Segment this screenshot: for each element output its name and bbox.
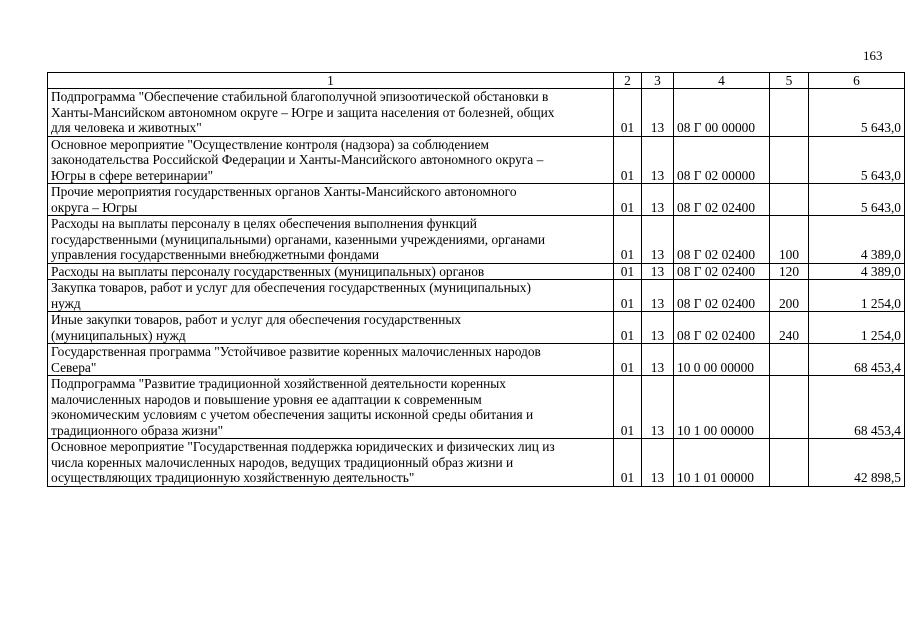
row-subsection-cell: 13 xyxy=(642,344,674,376)
header-cell-3: 3 xyxy=(642,73,674,89)
row-amount-cell: 68 453,4 xyxy=(809,376,905,439)
row-subsection-cell: 13 xyxy=(642,136,674,184)
header-cell-1: 1 xyxy=(48,73,614,89)
row-section-cell: 01 xyxy=(614,439,642,487)
row-subsection-cell: 13 xyxy=(642,216,674,264)
row-subsection-cell: 13 xyxy=(642,263,674,280)
row-target-article-cell: 08 Г 00 00000 xyxy=(674,89,770,137)
row-subsection-cell: 13 xyxy=(642,184,674,216)
row-subsection-cell: 13 xyxy=(642,280,674,312)
row-section-cell: 01 xyxy=(614,312,642,344)
row-expense-type-cell: 240 xyxy=(770,312,809,344)
row-amount-cell: 1 254,0 xyxy=(809,312,905,344)
row-expense-type-cell xyxy=(770,184,809,216)
row-amount-cell: 4 389,0 xyxy=(809,216,905,264)
row-target-article-cell: 08 Г 02 02400 xyxy=(674,184,770,216)
row-section-cell: 01 xyxy=(614,344,642,376)
row-name-cell: Закупка товаров, работ и услуг для обеспечения государственных (муниципальных) нужд xyxy=(48,280,614,312)
row-amount-cell: 5 643,0 xyxy=(809,184,905,216)
row-subsection-cell: 13 xyxy=(642,376,674,439)
header-cell-4: 4 xyxy=(674,73,770,89)
row-amount-cell: 5 643,0 xyxy=(809,89,905,137)
row-name-cell: Иные закупки товаров, работ и услуг для обеспечения государственных (муниципальных) нужд xyxy=(48,312,614,344)
row-subsection-cell: 13 xyxy=(642,89,674,137)
row-amount-cell: 5 643,0 xyxy=(809,136,905,184)
table-row xyxy=(48,344,905,376)
row-name-cell: Расходы на выплаты персоналу государственных (муниципальных) органов xyxy=(48,263,614,280)
row-expense-type-cell: 200 xyxy=(770,280,809,312)
row-amount-cell: 42 898,5 xyxy=(809,439,905,487)
row-expense-type-cell: 120 xyxy=(770,263,809,280)
row-expense-type-cell xyxy=(770,376,809,439)
row-target-article-cell: 10 1 01 00000 xyxy=(674,439,770,487)
row-target-article-cell: 10 1 00 00000 xyxy=(674,376,770,439)
page-number: 163 xyxy=(863,48,883,63)
row-target-article-cell: 08 Г 02 02400 xyxy=(674,263,770,280)
row-amount-cell: 68 453,4 xyxy=(809,344,905,376)
table-row xyxy=(48,216,905,264)
budget-table xyxy=(47,72,905,487)
table-row xyxy=(48,89,905,137)
table-row xyxy=(48,312,905,344)
header-cell-2: 2 xyxy=(614,73,642,89)
row-section-cell: 01 xyxy=(614,184,642,216)
table-header-row xyxy=(48,73,905,89)
header-cell-5: 5 xyxy=(770,73,809,89)
row-section-cell: 01 xyxy=(614,216,642,264)
row-name-cell: Основное мероприятие "Государственная поддержка юридических и физических лиц из числа коренных малочисленных народов, ведущих традиционный образ жизни и осуществляющих традиционную хозяйственную деятельность" xyxy=(48,439,614,487)
row-section-cell: 01 xyxy=(614,280,642,312)
row-section-cell: 01 xyxy=(614,263,642,280)
row-section-cell: 01 xyxy=(614,136,642,184)
row-expense-type-cell: 100 xyxy=(770,216,809,264)
row-expense-type-cell xyxy=(770,439,809,487)
row-expense-type-cell xyxy=(770,344,809,376)
table-row xyxy=(48,263,905,280)
table-row xyxy=(48,184,905,216)
table-row xyxy=(48,376,905,439)
row-target-article-cell: 08 Г 02 00000 xyxy=(674,136,770,184)
row-name-cell: Государственная программа "Устойчивое развитие коренных малочисленных народов Севера" xyxy=(48,344,614,376)
row-name-cell: Подпрограмма "Обеспечение стабильной благополучной эпизоотической обстановки в Ханты-Мансийском автономном округе – Югре и защита населения от болезней, общих для человека и животных" xyxy=(48,89,614,137)
row-expense-type-cell xyxy=(770,89,809,137)
row-subsection-cell: 13 xyxy=(642,439,674,487)
row-expense-type-cell xyxy=(770,136,809,184)
table-row xyxy=(48,439,905,487)
row-target-article-cell: 08 Г 02 02400 xyxy=(674,280,770,312)
table-row xyxy=(48,280,905,312)
header-cell-6: 6 xyxy=(809,73,905,89)
table-row xyxy=(48,136,905,184)
row-section-cell: 01 xyxy=(614,89,642,137)
row-name-cell: Основное мероприятие "Осуществление контроля (надзора) за соблюдением законодательства Российской Федерации и Ханты-Мансийского автономного округа – Югры в сфере ветеринарии" xyxy=(48,136,614,184)
row-amount-cell: 1 254,0 xyxy=(809,280,905,312)
row-name-cell: Подпрограмма "Развитие традиционной хозяйственной деятельности коренных малочисленных народов и повышение уровня ее адаптации к современным экономическим условиям с учетом обеспечения защиты исконной среды обитания и традиционного образа жизни" xyxy=(48,376,614,439)
row-section-cell: 01 xyxy=(614,376,642,439)
row-amount-cell: 4 389,0 xyxy=(809,263,905,280)
row-target-article-cell: 10 0 00 00000 xyxy=(674,344,770,376)
row-target-article-cell: 08 Г 02 02400 xyxy=(674,312,770,344)
row-name-cell: Расходы на выплаты персоналу в целях обеспечения выполнения функций государственными (муниципальными) органами, казенными учреждениями, органами управления государственными внебюджетными фондами xyxy=(48,216,614,264)
row-subsection-cell: 13 xyxy=(642,312,674,344)
row-name-cell: Прочие мероприятия государственных органов Ханты-Мансийского автономного округа – Югры xyxy=(48,184,614,216)
row-target-article-cell: 08 Г 02 02400 xyxy=(674,216,770,264)
